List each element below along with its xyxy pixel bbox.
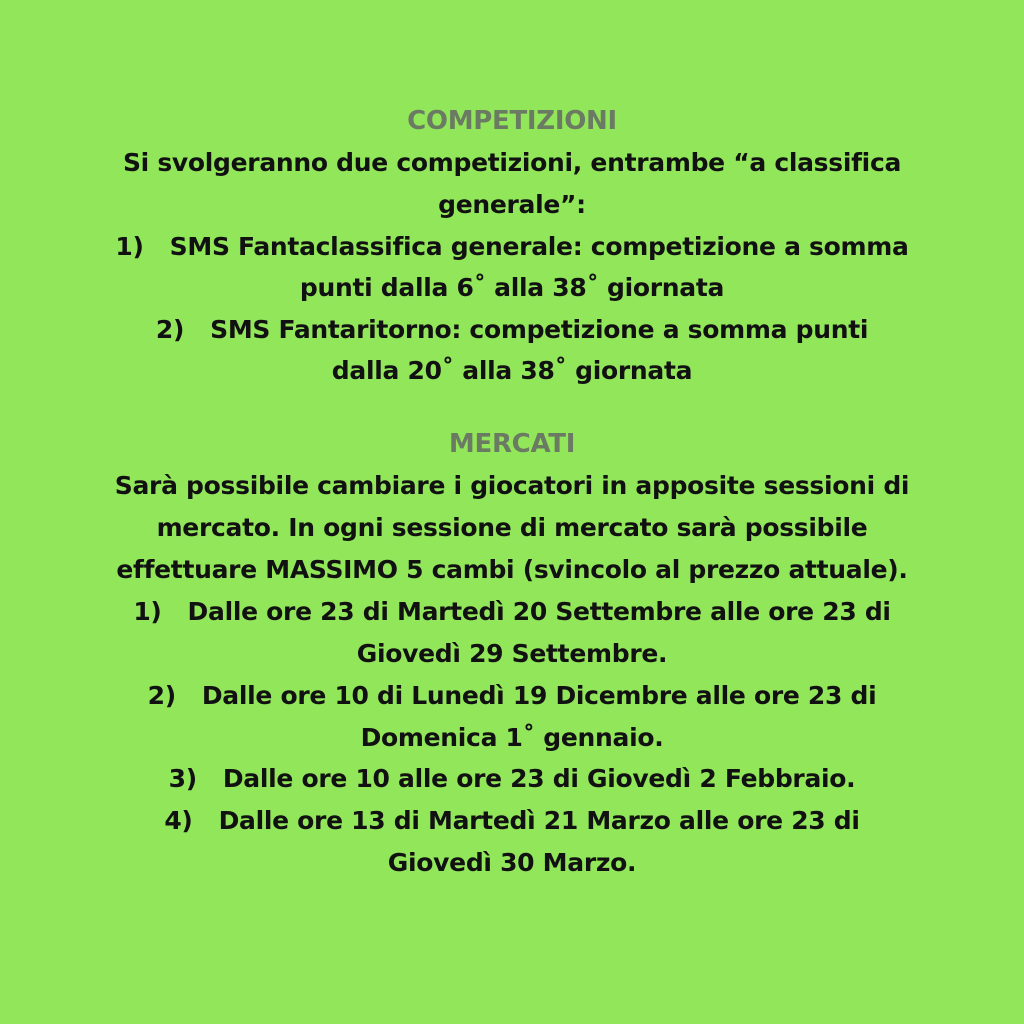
- mercati-item-2-continuation: Domenica 1˚ gennaio.: [360, 723, 664, 752]
- list-number: 3): [168, 764, 197, 793]
- list-number: 4): [164, 806, 193, 835]
- mercati-item-3: [0, 759, 1024, 799]
- mercati-item-4: [0, 801, 1024, 841]
- mercati-intro-line-2: mercato. In ogni sessione di mercato sarà possibile: [156, 513, 868, 542]
- list-number: 1): [115, 232, 144, 261]
- mercati-intro-line-3: effettuare MASSIMO 5 cambi (svincolo al prezzo attuale).: [116, 555, 908, 584]
- mercati-intro-line-1: Sarà possibile cambiare i giocatori in apposite sessioni di: [114, 471, 910, 500]
- list-item-text: Dalle ore 23 di Martedì 20 Settembre alle ore 23 di: [187, 597, 891, 626]
- section-heading-competizioni: COMPETIZIONI: [407, 106, 617, 136]
- list-number: 2): [147, 681, 176, 710]
- competizioni-item-2: [0, 310, 1024, 350]
- competizioni-item-1-continuation: punti dalla 6˚ alla 38˚ giornata: [299, 273, 725, 302]
- competizioni-item-2-continuation: dalla 20˚ alla 38˚ giornata: [331, 356, 693, 385]
- list-item-text: Dalle ore 10 alle ore 23 di Giovedì 2 Febbraio.: [222, 764, 856, 793]
- list-item-text: SMS Fantaclassifica generale: competizione a somma: [169, 232, 909, 261]
- competizioni-item-1: [0, 227, 1024, 267]
- mercati-item-1: [0, 592, 1024, 632]
- competizioni-intro-line-2: generale”:: [438, 190, 586, 219]
- mercati-item-2: [0, 676, 1024, 716]
- list-item-text: SMS Fantaritorno: competizione a somma punti: [210, 315, 869, 344]
- list-number: 2): [155, 315, 185, 344]
- section-heading-mercati: MERCATI: [448, 429, 576, 459]
- list-number: 1): [133, 597, 162, 626]
- competizioni-intro-line-1: Si svolgeranno due competizioni, entrambe “a classifica: [122, 148, 902, 177]
- mercati-item-4-continuation: Giovedì 30 Marzo.: [387, 848, 637, 877]
- mercati-item-1-continuation: Giovedì 29 Settembre.: [356, 639, 668, 668]
- list-item-text: Dalle ore 10 di Lunedì 19 Dicembre alle ore 23 di: [201, 681, 877, 710]
- list-item-text: Dalle ore 13 di Martedì 21 Marzo alle ore 23 di: [218, 806, 860, 835]
